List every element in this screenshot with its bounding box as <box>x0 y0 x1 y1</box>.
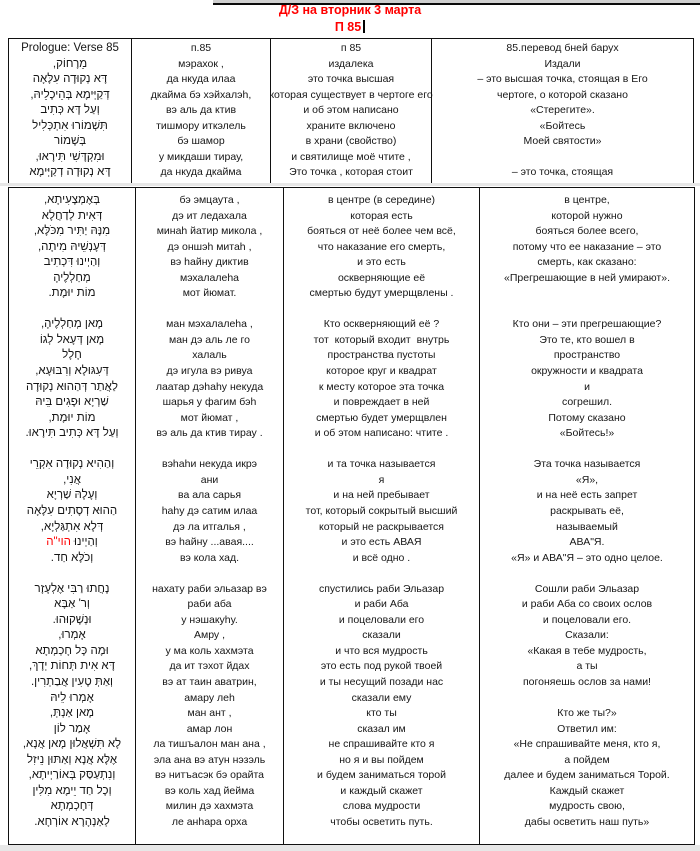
text-line: דָּא נְקוּדָה עִלָּאָה <box>32 73 108 85</box>
text-cursor <box>363 20 365 33</box>
text-line: да нкуда дкайма <box>160 166 242 178</box>
text-line <box>284 302 479 318</box>
text-line: и святилище моё чтите , <box>291 150 411 163</box>
text-line: вэ hайну диктив <box>170 256 249 269</box>
homework-title: Д/З на вторник 3 марта <box>278 3 422 17</box>
text-line: смертью будет умерщвлен <box>316 411 447 424</box>
text-line: согрешил. <box>561 396 613 409</box>
text-line: מֵרָחוֹק, <box>52 57 88 70</box>
text-line: וְאַתְּ טָעִין אֲבַתְרִין. <box>30 675 114 688</box>
text-line <box>480 566 694 582</box>
t2-transliteration-cell[interactable] <box>135 188 283 844</box>
text-line: מְחַלְלֶיהָ <box>53 271 91 284</box>
text-line: וּמִקְדָּשִׁי תִּירָאוּ, <box>35 150 105 163</box>
text-line: сказал им <box>357 722 406 735</box>
text-line: и каждый скажет <box>340 784 423 797</box>
text-line: דְּעָנְשֵׁיהּ מִיתָה, <box>37 240 107 253</box>
text-line: – это высшая точка, стоящая в Его <box>477 73 648 85</box>
text-line: у микдаши тирау, <box>158 150 244 163</box>
text-line: וְעַל דָּא כְּתִיב תִּירָאוּ. <box>25 427 119 440</box>
text-line <box>480 286 694 302</box>
text-line: которая есть <box>350 209 413 222</box>
text-line: слова мудрости <box>342 800 421 813</box>
text-line: которое круг и квадрат <box>326 365 437 378</box>
text-line: דְּעִגּוּלָא וְרִבּוּעָא, <box>35 365 109 378</box>
text-line: וּמָה כָּל חָכְמְתָא <box>35 644 109 657</box>
text-line: מָאן דְּעָאל לְגוֹ <box>39 333 105 346</box>
text-line: вэ кола хад. <box>179 551 240 564</box>
verse-header-table <box>8 38 694 184</box>
text-line: Потому сказано <box>548 411 626 424</box>
text-line: ман мэхалалеhа , <box>166 318 253 331</box>
text-line: который не раскрывается <box>319 520 444 533</box>
text-line: я <box>378 473 385 486</box>
text-line: и та точка называется <box>327 458 436 471</box>
text-line: дэ оншэh митаh , <box>167 240 252 253</box>
text-line <box>9 442 135 458</box>
text-line <box>480 302 694 318</box>
text-line: Каждый скажет <box>549 784 625 797</box>
text-line: чертоге, о которой сказано <box>497 88 628 101</box>
text-line: «Я», <box>575 473 599 486</box>
text-line: амару леh <box>184 691 235 704</box>
text-line: смертью будут умерщвлены . <box>309 287 454 300</box>
text-line: да ит тэхот йдах <box>169 660 250 673</box>
t2-literal-translation-cell[interactable] <box>283 188 479 844</box>
paragraph-number-text: П 85 <box>334 20 362 34</box>
text-line: смерть, как сказано: <box>537 256 637 269</box>
text-line: מָאן אַנְתְּ, <box>49 707 95 720</box>
text-line <box>284 566 479 582</box>
text-line <box>136 302 283 318</box>
text-line: ани <box>200 473 219 486</box>
t1-bnei-baruch-translation-cell[interactable] <box>431 39 693 183</box>
text-line: אָמַר לוֹן <box>53 722 91 735</box>
text-line: дэ ла итгалья , <box>173 520 246 533</box>
text-line: в центре, <box>564 194 610 207</box>
text-line: «Какая в тебе мудрость, <box>527 644 647 657</box>
text-line: бэ эмцаута , <box>179 194 240 207</box>
text-line: и повреждает в ней <box>333 396 430 409</box>
text-line: и на ней пребывает <box>333 489 430 502</box>
text-line: וְעַל דָּא כְּתִיב <box>40 104 100 116</box>
text-line: Ответил им: <box>557 722 617 735</box>
text-line: לָא תִּשְׁאֲלוּן מָאן אֲנָא, <box>22 738 122 751</box>
text-line: וְהַיְינוּ דִּכְתִיב <box>43 256 101 269</box>
text-line: Эта точка называется <box>533 458 641 471</box>
text-line: но я и вы пойдем <box>339 753 424 766</box>
bottom-gray-strip <box>0 845 700 851</box>
text-line: которая существует в чертоге его <box>269 88 433 101</box>
text-line: которой нужно <box>551 209 623 222</box>
text-line <box>9 566 135 582</box>
text-line: мудрость свою, <box>549 800 625 813</box>
text-line: וְנִתְעַסַּק בְּאוֹרַיְיתָא, <box>28 769 116 782</box>
text-line: «Стерегите». <box>530 104 595 116</box>
text-line: и раби Аба <box>354 598 409 611</box>
text-line: הַהוּא דְסָתִים עִלָּאָה <box>26 504 118 517</box>
text-line: דְּאִית לְדַחֲלָא <box>41 209 103 222</box>
text-line: וּנְשָׁקוּהוּ. <box>52 613 92 626</box>
text-line: халаль <box>192 349 227 362</box>
text-line: נָחֲתוּ רַבִּי אֶלְעָזָר <box>34 582 110 595</box>
text-line: «Я» и АВА"Я – это одно целое. <box>511 551 663 564</box>
text-line: 85.перевод бней барух <box>506 42 619 54</box>
text-line: Сказали: <box>565 629 609 642</box>
text-line: Это те, кто вошел в <box>539 333 635 346</box>
text-line: дкайма бэ хэйхалэh, <box>150 88 252 101</box>
text-line: Prologue: Verse 85 <box>21 42 119 54</box>
text-line <box>136 566 283 582</box>
text-line: тишмору иткэлель <box>156 119 246 132</box>
table-gap-strip <box>0 183 700 186</box>
text-line: וְעָלָהּ שַׁרְיָא <box>46 489 98 502</box>
text-line: вэ нитъасэк бэ орайта <box>154 769 265 782</box>
text-line: וְר' אַבָּא <box>54 598 90 611</box>
text-line: п 85 <box>340 42 362 54</box>
text-line: Сошли раби Эльазар <box>534 582 640 595</box>
text-line: раскрывать её, <box>550 504 624 517</box>
verse-body-table <box>8 187 695 845</box>
text-line: и об этом написано: чтите . <box>314 427 449 440</box>
t1-hebrew-source-cell[interactable] <box>9 39 131 183</box>
text-line: эла ана вэ атун нэзэль <box>153 753 266 766</box>
text-line: ман ант , <box>187 707 232 720</box>
text-line: דָּא אִית תְּחוֹת יְדָךְ, <box>29 660 115 673</box>
text-line: вэhаhи некуда икрэ <box>161 458 258 471</box>
text-line: hаhу дэ сатим илаа <box>161 504 258 517</box>
text-line: дэ игула вэ ривуа <box>166 365 253 378</box>
text-line: а ты <box>576 660 598 673</box>
text-line: сказали ему <box>351 691 412 704</box>
text-line: АВА"Я. <box>569 536 605 549</box>
text-line: а пойдем <box>564 753 610 766</box>
text-line: это есть под рукой твоей <box>320 660 443 673</box>
text-line: בְּאֶמְצָעִיתָא, <box>43 194 101 207</box>
text-line: вэ аль да ктив <box>165 104 237 116</box>
text-line: מוֹת יוּמָת, <box>48 411 96 424</box>
text-line: «Прегрешающие в ней умирают». <box>504 271 670 284</box>
text-line: и что вся мудрость <box>335 644 428 657</box>
text-line: милин дэ хахмэта <box>165 800 254 813</box>
text-line: нахату раби эльазар вэ <box>152 582 267 595</box>
text-line: мот йюмат. <box>182 287 237 300</box>
text-line: דְּקַיְּימָא בְּהֵיכָלֵיהּ, <box>30 88 110 101</box>
text-line: Кто же ты?» <box>557 707 617 720</box>
text-line: п.85 <box>190 42 212 54</box>
text-line: вэ ат таин аватрин, <box>162 675 257 688</box>
text-line: и ты несущий позади нас <box>319 675 444 688</box>
text-line: в центре (в середине) <box>327 194 436 207</box>
text-line: минаh йатир микола , <box>156 225 263 238</box>
text-line: издалека <box>328 57 374 70</box>
text-line: и поцеловали его <box>338 613 425 626</box>
text-line: דָּא נְקוּדָה דְקַיְּימָא <box>29 166 111 178</box>
text-line: «Не спрашивайте меня, кто я, <box>513 738 661 751</box>
t1-transliteration-cell[interactable] <box>131 39 270 183</box>
text-line: к месту которое эта точка <box>318 380 445 393</box>
text-line: וְהַהִיא נְקוּדָה אִקְרֵי <box>29 458 115 471</box>
text-line: бояться более всего, <box>535 225 639 238</box>
paragraph-number-title <box>0 20 700 34</box>
t2-hebrew-source-cell[interactable] <box>9 188 135 844</box>
text-line: דְּלָא אִתְגַּלְיָא, <box>40 520 104 533</box>
text-line: Кто оскверняющий её ? <box>323 318 440 331</box>
text-line: אֲנִי, <box>63 473 81 486</box>
text-line: вэ коль хад йейма <box>164 784 255 797</box>
text-line: бэ шамор <box>177 135 225 147</box>
text-line: מוֹת יוּמָת. <box>48 287 96 300</box>
text-line: и всё одно . <box>352 551 411 564</box>
text-line: Амру , <box>193 629 226 642</box>
text-line: שַׁרְיָא וּפָגִים בֵּיהּ <box>35 396 109 409</box>
text-line: амар лон <box>186 722 233 735</box>
text-line: מִנָּהּ יַתִּיר מִכֹּלָּא, <box>33 225 111 238</box>
text-line: кто ты <box>366 707 397 720</box>
text-line: дабы осветить наш путь» <box>524 815 650 828</box>
text-line: и поцеловали его. <box>542 613 632 626</box>
text-line: спустились раби Эльазар <box>318 582 445 595</box>
text-line: в храни (свойство) <box>305 135 397 147</box>
text-line <box>9 302 135 318</box>
text-line: לַאֲתַר דְּהַהוּא נְקוּדָה <box>26 380 118 393</box>
text-line: Издали <box>544 57 581 70</box>
text-line: и раби Аба со своих ослов <box>521 598 653 611</box>
text-line: חָלָל <box>62 349 82 362</box>
text-line: потому что ее наказание – это <box>512 240 662 253</box>
text-line: דְּחָכְמְתָא <box>50 800 94 813</box>
text-line: מָאן מְחַלְלֶיהָ, <box>40 318 104 331</box>
text-line: у нэшакуhу. <box>181 613 238 626</box>
text-line: לְאַנְהָרָא אוֹרְחָא. <box>34 815 110 828</box>
text-line: мот йюмат , <box>180 411 239 424</box>
text-line: храните включено <box>306 119 396 132</box>
text-line <box>136 442 283 458</box>
text-line: далее и будем заниматься Торой. <box>504 769 670 782</box>
text-line: вэ аль да ктив тирау . <box>156 427 263 440</box>
text-line: мэрахок , <box>178 57 224 70</box>
text-line: пространство <box>553 349 621 362</box>
text-line: אָמְרוּ, <box>58 629 86 642</box>
text-line: וְהַיְינוּ הוי"ה <box>46 536 98 549</box>
t1-literal-translation-cell[interactable] <box>270 39 431 183</box>
text-line: אָמְרוּ לֵיהּ <box>50 691 94 704</box>
text-line: «Бойтесь <box>539 119 586 132</box>
text-line: не спрашивайте кто я <box>328 738 435 751</box>
text-line: дэ ит ледахала <box>172 209 247 222</box>
text-line <box>480 691 694 707</box>
text-line: да нкуда илаа <box>166 73 236 85</box>
text-line: и об этом написано <box>303 104 399 116</box>
t2-bnei-baruch-translation-cell[interactable] <box>479 188 694 844</box>
text-line: у ма коль хахмэта <box>165 644 254 657</box>
text-line <box>284 442 479 458</box>
text-line: ва ала сарья <box>177 489 242 502</box>
text-line: וְכָל חַד יֵימָא מִלִּין <box>32 784 112 797</box>
text-line: это точка высшая <box>307 73 395 85</box>
text-line: ле анhара орха <box>171 815 248 828</box>
text-line: бояться от неё более чем всё, <box>307 225 456 238</box>
text-line: тот, который сокрытый высший <box>305 504 458 517</box>
text-line: Моей святости» <box>523 135 602 147</box>
text-line: погоняешь ослов за нами! <box>523 675 651 688</box>
text-line: – это точка, стоящая <box>511 166 614 178</box>
text-line: называемый <box>556 520 618 533</box>
text-line: בְּשָׁמוֹר <box>53 135 87 147</box>
text-line: и <box>584 380 590 393</box>
text-line: пространства пустоты <box>327 349 436 362</box>
text-line: шарья у фагим бэh <box>162 396 257 409</box>
text-line: вэ hайну ...авая.... <box>165 536 254 549</box>
text-line <box>480 442 694 458</box>
text-line: и на неё есть запрет <box>536 489 638 502</box>
text-line: оскверняющие её <box>337 271 426 284</box>
text-line: тот который входит внутрь <box>313 333 450 346</box>
text-line: אֶלָּא אֲנָא וְאַתּוּן נֵיזִל <box>26 753 118 766</box>
text-line: תִּשְׁמוֹרוּ אִתְכְּלִיל <box>32 119 108 132</box>
text-line: раби аба <box>187 598 232 611</box>
text-line: лаатар дэhаhу некуда <box>155 380 264 393</box>
text-line: Это точка , которая стоит <box>289 166 413 178</box>
text-line: и это есть АВАЯ <box>341 536 422 549</box>
text-line: и это есть <box>357 256 406 269</box>
text-line: Кто они – эти прегрешающие? <box>512 318 662 331</box>
text-line: «Бойтесь!» <box>559 427 615 440</box>
text-line: וְכֹלָּא חַד. <box>50 551 94 564</box>
text-line: что наказание его смерть, <box>317 240 446 253</box>
text-line: и будем заниматься торой <box>317 769 446 782</box>
text-line <box>432 150 693 166</box>
text-line: чтобы осветить путь. <box>330 815 433 828</box>
text-line: ман дэ аль ле го <box>169 333 250 346</box>
text-line: окружности и квадрата <box>531 365 643 378</box>
text-line: сказали <box>362 629 401 642</box>
text-line: мэхалалеhа <box>179 271 240 284</box>
text-line: ла тишъалон ман ана , <box>153 738 266 751</box>
